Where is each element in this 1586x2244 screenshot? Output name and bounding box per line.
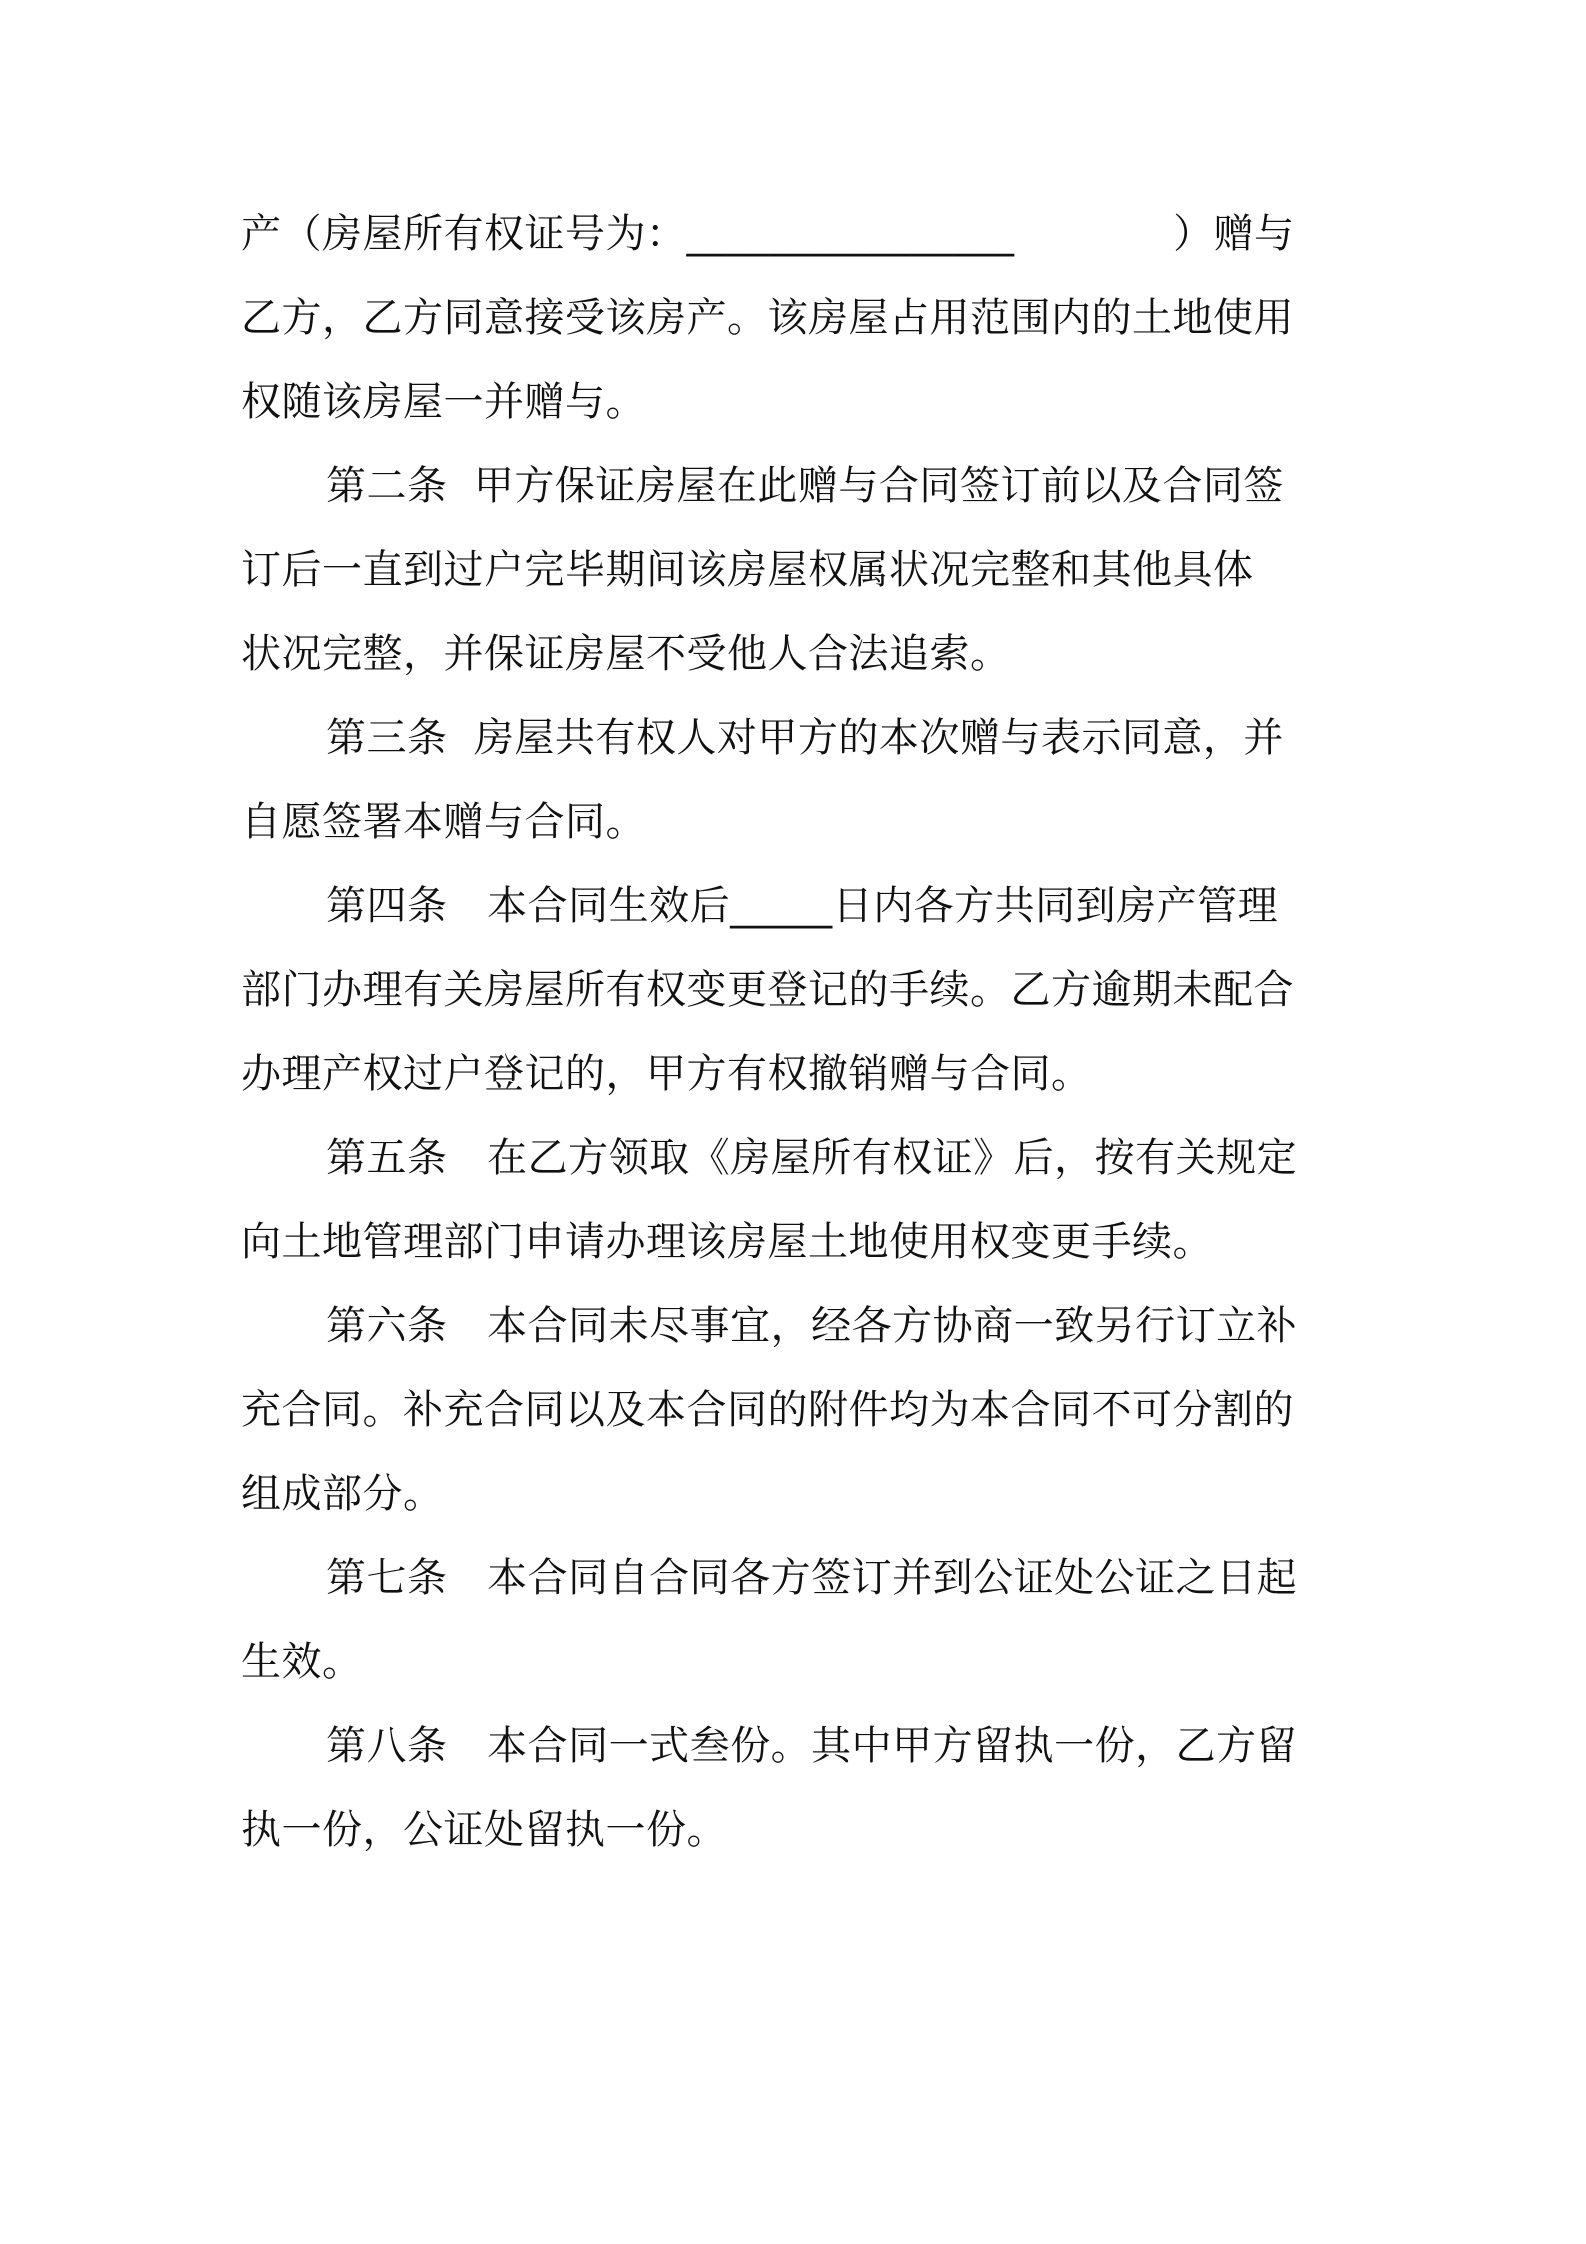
article-two-line: 状况完整，并保证房屋不受他人合法追索。 (241, 631, 1011, 677)
article-two-line: 第二条 甲方保证房屋在此赠与合同签订前以及合同签 (326, 463, 1284, 509)
article-seven-line: 第七条 本合同自合同各方签订并到公证处公证之日起 (326, 1555, 1298, 1601)
article-one-continuation-line: 权随该房屋一并赠与。 (241, 379, 646, 425)
article-five-line: 向土地管理部门申请办理该房屋土地使用权变更手续。 (241, 1219, 1213, 1265)
article-five-line: 第五条 在乙方领取《房屋所有权证》后，按有关规定 (326, 1135, 1298, 1181)
article-six-line: 组成部分。 (241, 1471, 444, 1517)
article-six-line: 第六条 本合同未尽事宜，经各方协商一致另行订立补 (326, 1303, 1298, 1349)
article-seven-line: 生效。 (241, 1639, 363, 1685)
article-eight-line: 执一份，公证处留执一份。 (241, 1807, 727, 1853)
article-three-line: 自愿签署本赠与合同。 (241, 799, 646, 845)
article-three-line: 第三条 房屋共有权人对甲方的本次赠与表示同意，并 (326, 715, 1284, 761)
article-two-line: 订后一直到过户完毕期间该房屋权属状况完整和其他具体 (241, 547, 1254, 593)
article-four-line: 第四条 本合同生效后_____日内各方共同到房产管理 (326, 883, 1279, 929)
contract-body (241, 192, 1357, 1872)
article-eight-line: 第八条 本合同一式叁份。其中甲方留执一份，乙方留 (326, 1723, 1298, 1769)
article-four-line: 部门办理有关房屋所有权变更登记的手续。乙方逾期未配合 (241, 967, 1294, 1013)
article-one-continuation-line: 产（房屋所有权证号为：________________ ）赠与 (241, 211, 1295, 257)
article-four-line: 办理产权过户登记的，甲方有权撤销赠与合同。 (241, 1051, 1092, 1097)
article-one-continuation-line: 乙方，乙方同意接受该房产。该房屋占用范围内的土地使用 (241, 295, 1294, 341)
article-six-line: 充合同。补充合同以及本合同的附件均为本合同不可分割的 (241, 1387, 1294, 1433)
